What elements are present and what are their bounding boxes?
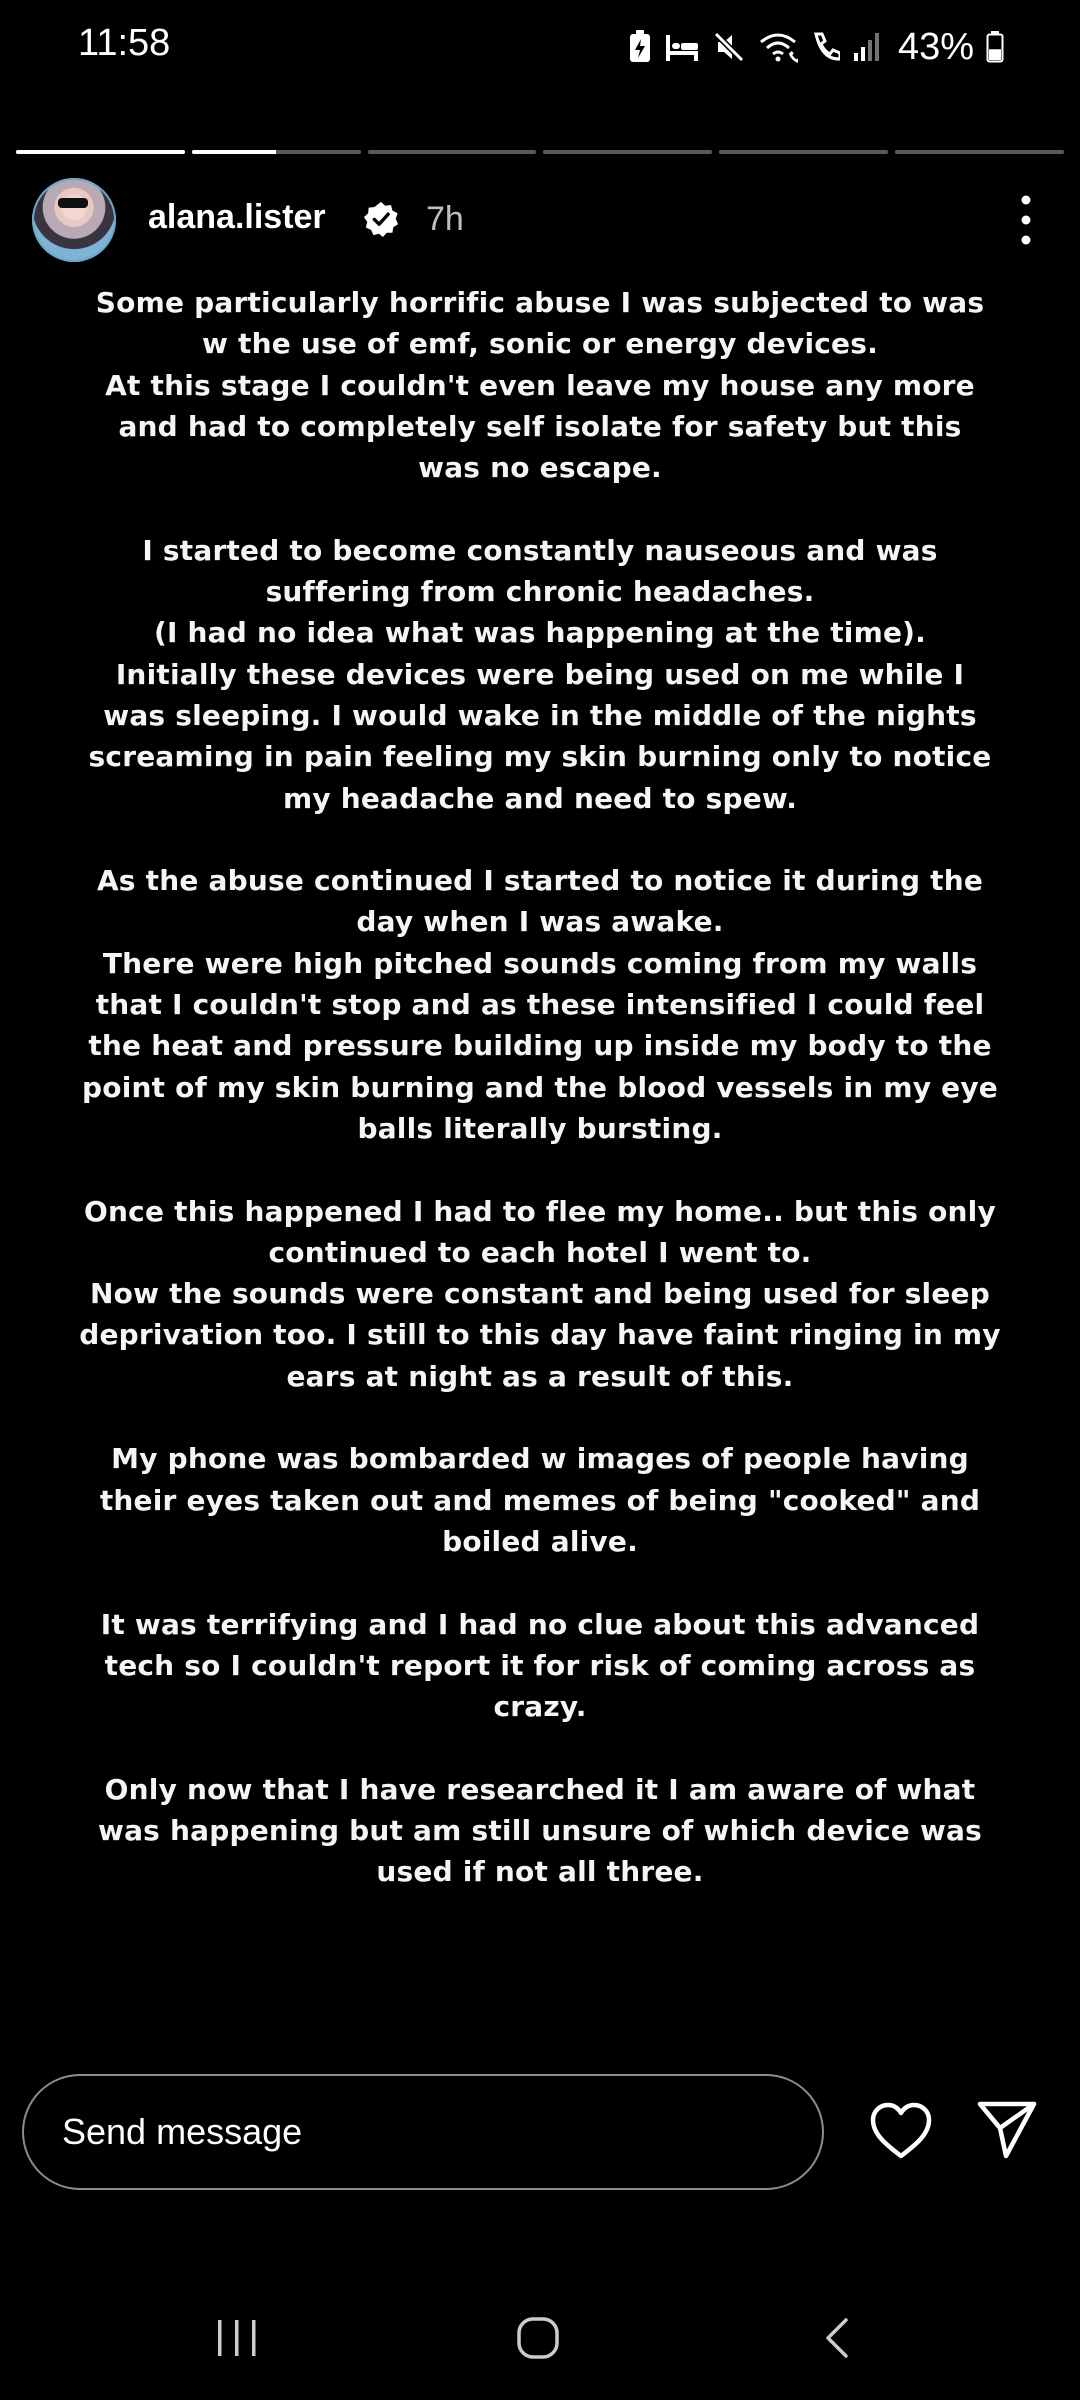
sleep-mode-icon	[664, 31, 700, 63]
story-text-line: suffering from chronic headaches.	[265, 575, 815, 609]
story-text-line: that I couldn't stop and as these intensified I could feel	[95, 988, 985, 1022]
story-progress-segment	[719, 150, 888, 154]
volte-icon	[810, 30, 840, 64]
signal-icon	[852, 31, 882, 63]
back-icon[interactable]	[818, 2314, 858, 2362]
battery-percent: 43%	[897, 25, 974, 68]
story-text-line: was sleeping. I would wake in the middle of the nights	[103, 698, 977, 732]
story-text-line: balls literally bursting.	[357, 1111, 723, 1145]
story-text-line: the heat and pressure building up inside my body to the	[88, 1029, 992, 1063]
username[interactable]: alana.lister	[148, 198, 326, 236]
story-progress-segment	[895, 150, 1064, 154]
story-progress	[16, 150, 1064, 154]
story-paragraph	[60, 1604, 1020, 1728]
story-text-line: My phone was bombarded w images of people having	[111, 1442, 969, 1476]
verified-badge-icon	[362, 200, 400, 238]
story-text-line: Now the sounds were constant and being used for sleep	[90, 1277, 990, 1311]
story-paragraph	[60, 1191, 1020, 1397]
story-text-line: w the use of emf, sonic or energy devices.	[202, 327, 878, 361]
story-progress-segment	[543, 150, 712, 154]
story-text-line: tech so I couldn't report it for risk of coming across as	[104, 1648, 976, 1682]
send-message-input[interactable]	[22, 2074, 824, 2190]
post-time: 7h	[426, 200, 464, 238]
story-text	[60, 282, 1020, 1893]
story-text-line: deprivation too. I still to this day have faint ringing in my	[79, 1318, 1001, 1352]
system-nav-bar	[0, 2300, 1080, 2400]
avatar[interactable]	[32, 178, 116, 262]
story-text-line: continued to each hotel I went to.	[268, 1235, 812, 1269]
story-text-line: (I had no idea what was happening at the time).	[153, 616, 926, 650]
more-options-icon[interactable]	[1008, 192, 1044, 248]
battery-icon	[986, 31, 1004, 63]
story-text-line: Once this happened I had to flee my home.. but this only	[84, 1194, 996, 1228]
story-text-line: and had to completely self isolate for safety but this	[118, 409, 962, 443]
story-text-line: Only now that I have researched it I am aware of what	[104, 1772, 976, 1806]
story-text-line: my headache and need to spew.	[282, 781, 798, 815]
wifi-call-icon	[758, 30, 798, 64]
mute-icon	[712, 30, 746, 64]
story-text-line: As the abuse continued I started to notice it during the	[96, 864, 984, 898]
story-progress-fill	[192, 150, 276, 154]
story-progress-segment	[368, 150, 537, 154]
story-text-line: ears at night as a result of this.	[286, 1359, 794, 1393]
story-paragraph	[60, 530, 1020, 819]
story-text-line: used if not all three.	[376, 1855, 704, 1889]
battery-saver-icon	[628, 30, 652, 64]
story-text-line: crazy.	[493, 1690, 587, 1724]
story-progress-segment	[192, 150, 361, 154]
recent-apps-icon[interactable]	[212, 2316, 262, 2360]
story-text-line: their eyes taken out and memes of being "cooked" and	[99, 1483, 981, 1517]
story-text-line: was no escape.	[418, 451, 662, 485]
story-text-line: day when I was awake.	[356, 905, 724, 939]
story-footer	[0, 2070, 1080, 2200]
send-direct-icon[interactable]	[976, 2098, 1038, 2160]
status-bar	[0, 0, 1080, 96]
story-progress-fill	[16, 150, 185, 154]
story-text-line: screaming in pain feeling my skin burning only to notice	[88, 740, 992, 774]
story-paragraph	[60, 282, 1020, 488]
battery-level	[989, 49, 1001, 60]
story-text-line: was happening but am still unsure of which device was	[98, 1813, 982, 1847]
like-heart-icon[interactable]	[868, 2100, 934, 2162]
story-progress-segment	[16, 150, 185, 154]
story-text-line: At this stage I couldn't even leave my house any more	[105, 368, 975, 402]
story-paragraph	[60, 1438, 1020, 1562]
story-text-line: point of my skin burning and the blood vessels in my eye	[82, 1070, 998, 1104]
home-icon[interactable]	[514, 2314, 562, 2362]
story-text-line: Initially these devices were being used on me while I	[115, 657, 965, 691]
status-icons	[628, 22, 1004, 72]
story-text-line: Some particularly horrific abuse I was subjected to was	[95, 286, 985, 319]
status-time: 11:58	[78, 22, 171, 64]
story-text-line: boiled alive.	[442, 1524, 638, 1558]
story-header	[0, 176, 1080, 268]
story-text-line: I started to become constantly nauseous and was	[142, 533, 938, 567]
story-text-line: It was terrifying and I had no clue about this advanced	[100, 1607, 980, 1641]
story-text-line: There were high pitched sounds coming from my walls	[102, 946, 978, 980]
story-paragraph	[60, 860, 1020, 1149]
story-paragraph	[60, 1769, 1020, 1893]
